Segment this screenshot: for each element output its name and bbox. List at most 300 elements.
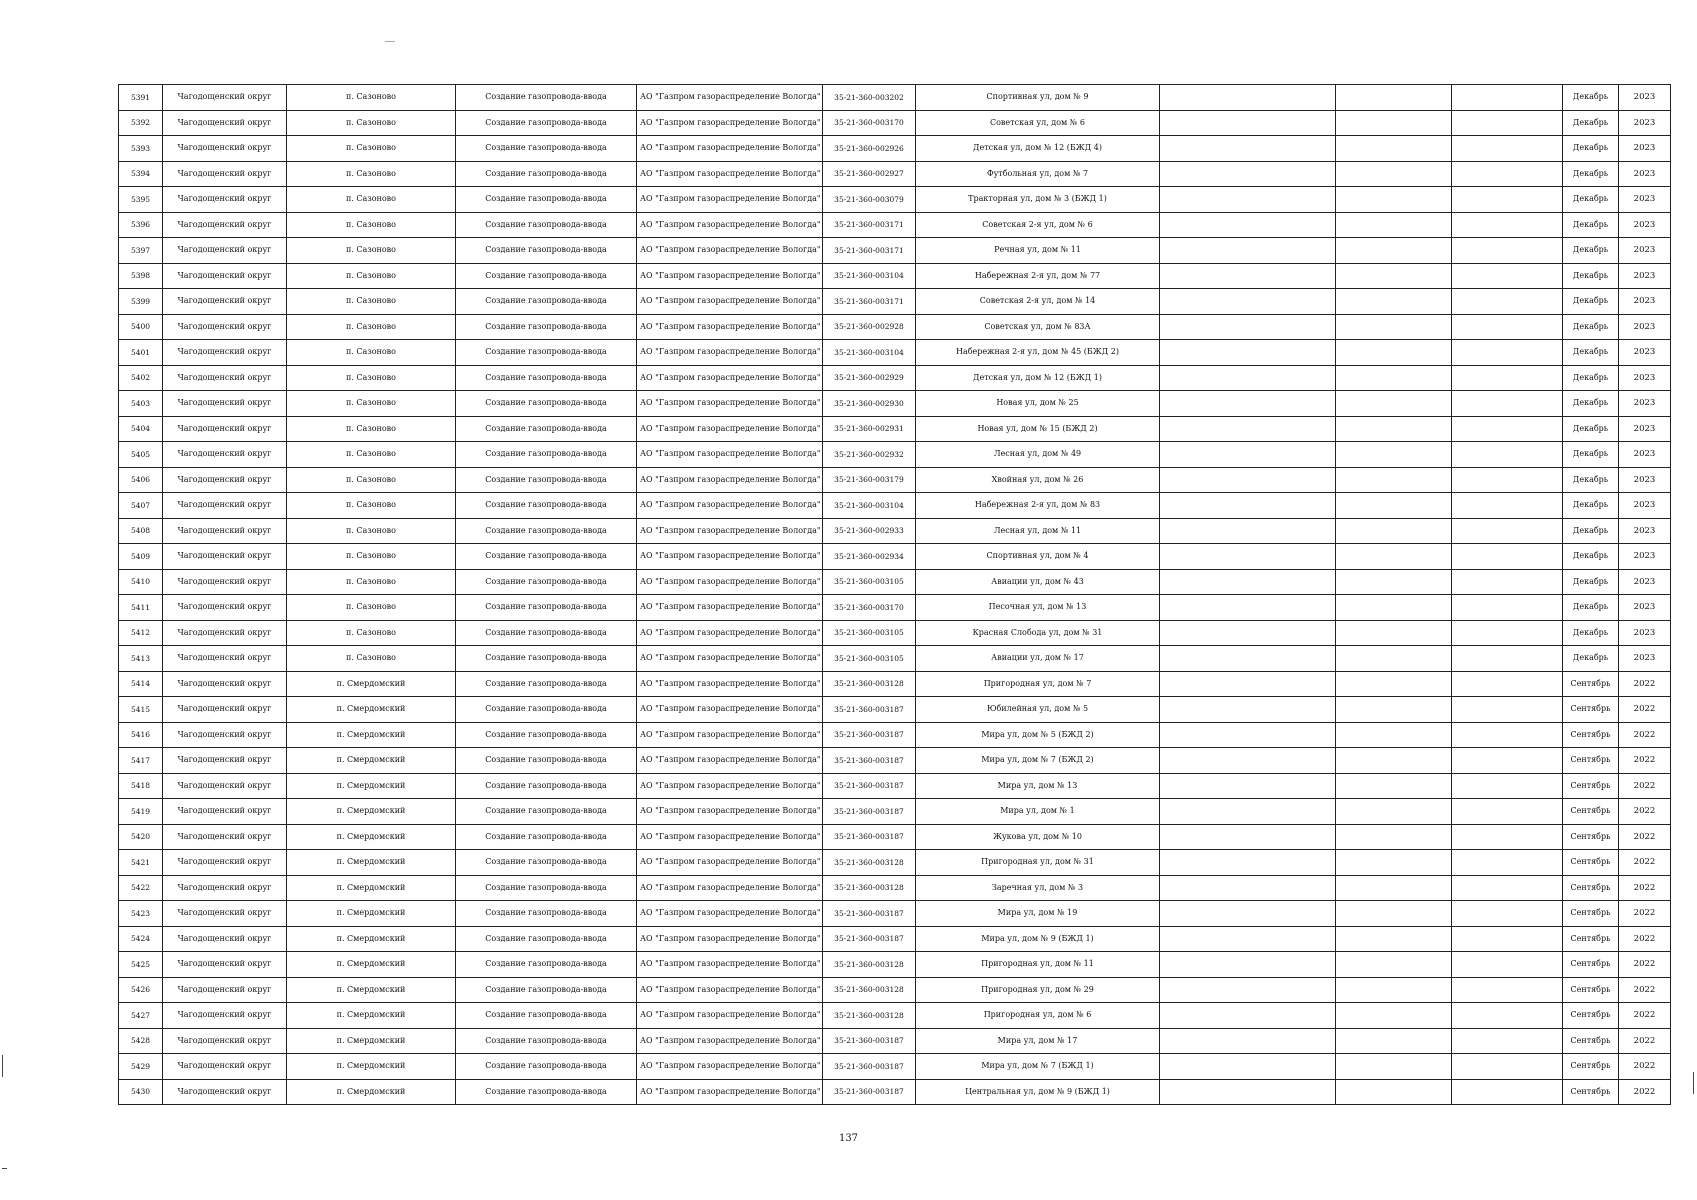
column-9-cell	[1336, 212, 1452, 238]
year-cell: 2022	[1619, 824, 1671, 850]
column-10-cell	[1452, 442, 1563, 468]
column-9-cell	[1336, 697, 1452, 723]
scan-artifact	[385, 41, 395, 42]
cadastral-number-cell: 35-21-360-003170	[823, 595, 916, 621]
row-number-cell: 5403	[119, 391, 163, 417]
column-10-cell	[1452, 289, 1563, 315]
column-10-cell	[1452, 1079, 1563, 1105]
municipal-district-cell: Чагодощенский округ	[163, 773, 287, 799]
settlement-cell: п. Сазоново	[287, 212, 456, 238]
organization-cell: АО "Газпром газораспределение Вологда"	[637, 1054, 823, 1080]
settlement-cell: п. Смердомский	[287, 1028, 456, 1054]
address-cell: Мира ул, дом № 17	[916, 1028, 1160, 1054]
organization-cell: АО "Газпром газораспределение Вологда"	[637, 365, 823, 391]
settlement-cell: п. Сазоново	[287, 110, 456, 136]
table-row	[119, 722, 1671, 748]
year-cell: 2023	[1619, 391, 1671, 417]
column-10-cell	[1452, 773, 1563, 799]
table-row	[119, 595, 1671, 621]
settlement-cell: п. Сазоново	[287, 314, 456, 340]
column-9-cell	[1336, 187, 1452, 213]
organization-cell: АО "Газпром газораспределение Вологда"	[637, 1028, 823, 1054]
column-10-cell	[1452, 1054, 1563, 1080]
month-cell: Сентябрь	[1563, 1054, 1619, 1080]
organization-cell: АО "Газпром газораспределение Вологда"	[637, 187, 823, 213]
organization-cell: АО "Газпром газораспределение Вологда"	[637, 748, 823, 774]
year-cell: 2023	[1619, 365, 1671, 391]
organization-cell: АО "Газпром газораспределение Вологда"	[637, 569, 823, 595]
organization-cell: АО "Газпром газораспределение Вологда"	[637, 136, 823, 162]
cadastral-number-cell: 35-21-360-003128	[823, 952, 916, 978]
row-number-cell: 5426	[119, 977, 163, 1003]
organization-cell: АО "Газпром газораспределение Вологда"	[637, 212, 823, 238]
row-number-cell: 5421	[119, 850, 163, 876]
column-10-cell	[1452, 340, 1563, 366]
settlement-cell: п. Смердомский	[287, 850, 456, 876]
settlement-cell: п. Смердомский	[287, 722, 456, 748]
year-cell: 2023	[1619, 569, 1671, 595]
municipal-district-cell: Чагодощенский округ	[163, 340, 287, 366]
organization-cell: АО "Газпром газораспределение Вологда"	[637, 799, 823, 825]
row-number-cell: 5393	[119, 136, 163, 162]
work-type-cell: Создание газопровода-ввода	[456, 467, 637, 493]
table-row	[119, 1003, 1671, 1029]
cadastral-number-cell: 35-21-360-002928	[823, 314, 916, 340]
column-8-cell	[1160, 238, 1336, 264]
column-9-cell	[1336, 1028, 1452, 1054]
month-cell: Сентябрь	[1563, 1028, 1619, 1054]
column-9-cell	[1336, 391, 1452, 417]
table-row	[119, 773, 1671, 799]
column-8-cell	[1160, 85, 1336, 111]
address-cell: Советская 2-я ул, дом № 6	[916, 212, 1160, 238]
column-10-cell	[1452, 977, 1563, 1003]
year-cell: 2023	[1619, 85, 1671, 111]
column-8-cell	[1160, 518, 1336, 544]
month-cell: Декабрь	[1563, 136, 1619, 162]
organization-cell: АО "Газпром газораспределение Вологда"	[637, 671, 823, 697]
work-type-cell: Создание газопровода-ввода	[456, 289, 637, 315]
organization-cell: АО "Газпром газораспределение Вологда"	[637, 824, 823, 850]
organization-cell: АО "Газпром газораспределение Вологда"	[637, 620, 823, 646]
work-type-cell: Создание газопровода-ввода	[456, 314, 637, 340]
table-row	[119, 187, 1671, 213]
settlement-cell: п. Сазоново	[287, 595, 456, 621]
column-10-cell	[1452, 722, 1563, 748]
address-cell: Спортивная ул, дом № 9	[916, 85, 1160, 111]
cadastral-number-cell: 35-21-360-003170	[823, 110, 916, 136]
column-9-cell	[1336, 748, 1452, 774]
column-9-cell	[1336, 263, 1452, 289]
work-type-cell: Создание газопровода-ввода	[456, 391, 637, 417]
year-cell: 2023	[1619, 238, 1671, 264]
settlement-cell: п. Смердомский	[287, 824, 456, 850]
organization-cell: АО "Газпром газораспределение Вологда"	[637, 595, 823, 621]
year-cell: 2022	[1619, 1028, 1671, 1054]
cadastral-number-cell: 35-21-360-002934	[823, 544, 916, 570]
address-cell: Лесная ул, дом № 11	[916, 518, 1160, 544]
row-number-cell: 5427	[119, 1003, 163, 1029]
month-cell: Сентябрь	[1563, 952, 1619, 978]
cadastral-number-cell: 35-21-360-003128	[823, 977, 916, 1003]
settlement-cell: п. Смердомский	[287, 901, 456, 927]
address-cell: Советская ул, дом № 83А	[916, 314, 1160, 340]
work-type-cell: Создание газопровода-ввода	[456, 518, 637, 544]
month-cell: Декабрь	[1563, 314, 1619, 340]
year-cell: 2023	[1619, 416, 1671, 442]
address-cell: Набережная 2-я ул, дом № 45 (БЖД 2)	[916, 340, 1160, 366]
page-number: 137	[838, 1133, 859, 1144]
settlement-cell: п. Смердомский	[287, 773, 456, 799]
cadastral-number-cell: 35-21-360-003187	[823, 773, 916, 799]
year-cell: 2023	[1619, 442, 1671, 468]
settlement-cell: п. Смердомский	[287, 799, 456, 825]
settlement-cell: п. Смердомский	[287, 926, 456, 952]
work-type-cell: Создание газопровода-ввода	[456, 875, 637, 901]
year-cell: 2023	[1619, 263, 1671, 289]
row-number-cell: 5398	[119, 263, 163, 289]
column-9-cell	[1336, 901, 1452, 927]
table-row	[119, 493, 1671, 519]
column-8-cell	[1160, 161, 1336, 187]
cadastral-number-cell: 35-21-360-003202	[823, 85, 916, 111]
table-row	[119, 416, 1671, 442]
address-cell: Советская 2-я ул, дом № 14	[916, 289, 1160, 315]
column-10-cell	[1452, 136, 1563, 162]
column-10-cell	[1452, 518, 1563, 544]
work-type-cell: Создание газопровода-ввода	[456, 85, 637, 111]
column-9-cell	[1336, 416, 1452, 442]
column-8-cell	[1160, 875, 1336, 901]
row-number-cell: 5394	[119, 161, 163, 187]
work-type-cell: Создание газопровода-ввода	[456, 340, 637, 366]
address-cell: Красная Слобода ул, дом № 31	[916, 620, 1160, 646]
work-type-cell: Создание газопровода-ввода	[456, 952, 637, 978]
month-cell: Сентябрь	[1563, 977, 1619, 1003]
month-cell: Сентябрь	[1563, 926, 1619, 952]
work-type-cell: Создание газопровода-ввода	[456, 569, 637, 595]
settlement-cell: п. Сазоново	[287, 340, 456, 366]
column-10-cell	[1452, 620, 1563, 646]
cadastral-number-cell: 35-21-360-003128	[823, 671, 916, 697]
organization-cell: АО "Газпром газораспределение Вологда"	[637, 875, 823, 901]
month-cell: Декабрь	[1563, 85, 1619, 111]
column-8-cell	[1160, 773, 1336, 799]
settlement-cell: п. Смердомский	[287, 1079, 456, 1105]
table-row	[119, 850, 1671, 876]
column-10-cell	[1452, 493, 1563, 519]
column-10-cell	[1452, 850, 1563, 876]
address-cell: Жукова ул, дом № 10	[916, 824, 1160, 850]
year-cell: 2022	[1619, 901, 1671, 927]
column-10-cell	[1452, 671, 1563, 697]
settlement-cell: п. Сазоново	[287, 391, 456, 417]
row-number-cell: 5406	[119, 467, 163, 493]
column-8-cell	[1160, 671, 1336, 697]
column-10-cell	[1452, 391, 1563, 417]
table-row	[119, 391, 1671, 417]
settlement-cell: п. Смердомский	[287, 1054, 456, 1080]
row-number-cell: 5409	[119, 544, 163, 570]
table-row	[119, 442, 1671, 468]
column-10-cell	[1452, 646, 1563, 672]
column-9-cell	[1336, 518, 1452, 544]
column-9-cell	[1336, 1003, 1452, 1029]
row-number-cell: 5414	[119, 671, 163, 697]
column-9-cell	[1336, 85, 1452, 111]
row-number-cell: 5425	[119, 952, 163, 978]
table-row	[119, 263, 1671, 289]
settlement-cell: п. Сазоново	[287, 365, 456, 391]
column-9-cell	[1336, 544, 1452, 570]
municipal-district-cell: Чагодощенский округ	[163, 442, 287, 468]
municipal-district-cell: Чагодощенский округ	[163, 365, 287, 391]
row-number-cell: 5416	[119, 722, 163, 748]
row-number-cell: 5420	[119, 824, 163, 850]
row-number-cell: 5407	[119, 493, 163, 519]
month-cell: Декабрь	[1563, 365, 1619, 391]
column-10-cell	[1452, 824, 1563, 850]
row-number-cell: 5397	[119, 238, 163, 264]
municipal-district-cell: Чагодощенский округ	[163, 1003, 287, 1029]
work-type-cell: Создание газопровода-ввода	[456, 901, 637, 927]
cadastral-number-cell: 35-21-360-003128	[823, 850, 916, 876]
column-9-cell	[1336, 824, 1452, 850]
organization-cell: АО "Газпром газораспределение Вологда"	[637, 238, 823, 264]
column-9-cell	[1336, 799, 1452, 825]
settlement-cell: п. Сазоново	[287, 646, 456, 672]
table-row	[119, 1054, 1671, 1080]
organization-cell: АО "Газпром газораспределение Вологда"	[637, 314, 823, 340]
work-type-cell: Создание газопровода-ввода	[456, 824, 637, 850]
column-9-cell	[1336, 646, 1452, 672]
table-row	[119, 926, 1671, 952]
year-cell: 2023	[1619, 340, 1671, 366]
organization-cell: АО "Газпром газораспределение Вологда"	[637, 289, 823, 315]
organization-cell: АО "Газпром газораспределение Вологда"	[637, 850, 823, 876]
month-cell: Декабрь	[1563, 212, 1619, 238]
year-cell: 2023	[1619, 289, 1671, 315]
organization-cell: АО "Газпром газораспределение Вологда"	[637, 442, 823, 468]
month-cell: Сентябрь	[1563, 773, 1619, 799]
work-type-cell: Создание газопровода-ввода	[456, 136, 637, 162]
work-type-cell: Создание газопровода-ввода	[456, 799, 637, 825]
column-8-cell	[1160, 136, 1336, 162]
column-9-cell	[1336, 671, 1452, 697]
cadastral-number-cell: 35-21-360-003105	[823, 646, 916, 672]
year-cell: 2022	[1619, 697, 1671, 723]
cadastral-number-cell: 35-21-360-003187	[823, 1079, 916, 1105]
address-cell: Мира ул, дом № 5 (БЖД 2)	[916, 722, 1160, 748]
table-row	[119, 518, 1671, 544]
column-8-cell	[1160, 1054, 1336, 1080]
column-10-cell	[1452, 314, 1563, 340]
cadastral-number-cell: 35-21-360-002931	[823, 416, 916, 442]
scan-corner-mark	[2, 1168, 7, 1169]
column-10-cell	[1452, 569, 1563, 595]
address-cell: Пригородная ул, дом № 31	[916, 850, 1160, 876]
column-10-cell	[1452, 748, 1563, 774]
address-cell: Заречная ул, дом № 3	[916, 875, 1160, 901]
column-9-cell	[1336, 875, 1452, 901]
column-8-cell	[1160, 187, 1336, 213]
row-number-cell: 5401	[119, 340, 163, 366]
column-9-cell	[1336, 977, 1452, 1003]
organization-cell: АО "Газпром газораспределение Вологда"	[637, 722, 823, 748]
municipal-district-cell: Чагодощенский округ	[163, 722, 287, 748]
column-10-cell	[1452, 799, 1563, 825]
column-9-cell	[1336, 314, 1452, 340]
table-row	[119, 467, 1671, 493]
column-10-cell	[1452, 85, 1563, 111]
cadastral-number-cell: 35-21-360-003187	[823, 926, 916, 952]
address-cell: Мира ул, дом № 19	[916, 901, 1160, 927]
column-10-cell	[1452, 467, 1563, 493]
municipal-district-cell: Чагодощенский округ	[163, 85, 287, 111]
cadastral-number-cell: 35-21-360-003171	[823, 238, 916, 264]
table-row	[119, 238, 1671, 264]
address-cell: Мира ул, дом № 7 (БЖД 1)	[916, 1054, 1160, 1080]
settlement-cell: п. Сазоново	[287, 569, 456, 595]
cadastral-number-cell: 35-21-360-003128	[823, 875, 916, 901]
address-cell: Пригородная ул, дом № 6	[916, 1003, 1160, 1029]
settlement-cell: п. Сазоново	[287, 442, 456, 468]
column-9-cell	[1336, 289, 1452, 315]
municipal-district-cell: Чагодощенский округ	[163, 187, 287, 213]
municipal-district-cell: Чагодощенский округ	[163, 824, 287, 850]
municipal-district-cell: Чагодощенский округ	[163, 875, 287, 901]
table-row	[119, 136, 1671, 162]
work-type-cell: Создание газопровода-ввода	[456, 1079, 637, 1105]
municipal-district-cell: Чагодощенский округ	[163, 263, 287, 289]
column-10-cell	[1452, 1028, 1563, 1054]
address-cell: Спортивная ул, дом № 4	[916, 544, 1160, 570]
organization-cell: АО "Газпром газораспределение Вологда"	[637, 646, 823, 672]
cadastral-number-cell: 35-21-360-003187	[823, 824, 916, 850]
month-cell: Сентябрь	[1563, 722, 1619, 748]
table-row	[119, 748, 1671, 774]
municipal-district-cell: Чагодощенский округ	[163, 314, 287, 340]
organization-cell: АО "Газпром газораспределение Вологда"	[637, 416, 823, 442]
organization-cell: АО "Газпром газораспределение Вологда"	[637, 773, 823, 799]
row-number-cell: 5422	[119, 875, 163, 901]
column-9-cell	[1336, 850, 1452, 876]
month-cell: Декабрь	[1563, 442, 1619, 468]
work-type-cell: Создание газопровода-ввода	[456, 1003, 637, 1029]
column-10-cell	[1452, 875, 1563, 901]
address-cell: Хвойная ул, дом № 26	[916, 467, 1160, 493]
work-type-cell: Создание газопровода-ввода	[456, 671, 637, 697]
cadastral-number-cell: 35-21-360-003104	[823, 340, 916, 366]
settlement-cell: п. Смердомский	[287, 977, 456, 1003]
municipal-district-cell: Чагодощенский округ	[163, 799, 287, 825]
cadastral-number-cell: 35-21-360-002933	[823, 518, 916, 544]
column-8-cell	[1160, 926, 1336, 952]
work-type-cell: Создание газопровода-ввода	[456, 212, 637, 238]
municipal-district-cell: Чагодощенский округ	[163, 544, 287, 570]
address-cell: Центральная ул, дом № 9 (БЖД 1)	[916, 1079, 1160, 1105]
municipal-district-cell: Чагодощенский округ	[163, 595, 287, 621]
month-cell: Декабрь	[1563, 646, 1619, 672]
address-cell: Лесная ул, дом № 49	[916, 442, 1160, 468]
column-9-cell	[1336, 926, 1452, 952]
row-number-cell: 5396	[119, 212, 163, 238]
organization-cell: АО "Газпром газораспределение Вологда"	[637, 1003, 823, 1029]
settlement-cell: п. Смердомский	[287, 697, 456, 723]
year-cell: 2022	[1619, 977, 1671, 1003]
column-8-cell	[1160, 365, 1336, 391]
address-cell: Мира ул, дом № 1	[916, 799, 1160, 825]
work-type-cell: Создание газопровода-ввода	[456, 238, 637, 264]
column-8-cell	[1160, 646, 1336, 672]
address-cell: Юбилейная ул, дом № 5	[916, 697, 1160, 723]
column-9-cell	[1336, 442, 1452, 468]
cadastral-number-cell: 35-21-360-003187	[823, 722, 916, 748]
address-cell: Мира ул, дом № 7 (БЖД 2)	[916, 748, 1160, 774]
organization-cell: АО "Газпром газораспределение Вологда"	[637, 1079, 823, 1105]
year-cell: 2023	[1619, 212, 1671, 238]
column-9-cell	[1336, 161, 1452, 187]
column-8-cell	[1160, 569, 1336, 595]
column-10-cell	[1452, 952, 1563, 978]
column-10-cell	[1452, 1003, 1563, 1029]
year-cell: 2023	[1619, 110, 1671, 136]
month-cell: Сентябрь	[1563, 799, 1619, 825]
cadastral-number-cell: 35-21-360-003187	[823, 799, 916, 825]
cadastral-number-cell: 35-21-360-003171	[823, 212, 916, 238]
column-10-cell	[1452, 365, 1563, 391]
work-type-cell: Создание газопровода-ввода	[456, 620, 637, 646]
municipal-district-cell: Чагодощенский округ	[163, 620, 287, 646]
cadastral-number-cell: 35-21-360-003171	[823, 289, 916, 315]
column-8-cell	[1160, 212, 1336, 238]
year-cell: 2022	[1619, 850, 1671, 876]
column-8-cell	[1160, 620, 1336, 646]
cadastral-number-cell: 35-21-360-003179	[823, 467, 916, 493]
cadastral-number-cell: 35-21-360-003079	[823, 187, 916, 213]
row-number-cell: 5410	[119, 569, 163, 595]
column-10-cell	[1452, 416, 1563, 442]
cadastral-number-cell: 35-21-360-003187	[823, 1054, 916, 1080]
table-row	[119, 340, 1671, 366]
column-8-cell	[1160, 952, 1336, 978]
work-type-cell: Создание газопровода-ввода	[456, 1054, 637, 1080]
column-8-cell	[1160, 697, 1336, 723]
table-row	[119, 110, 1671, 136]
year-cell: 2022	[1619, 875, 1671, 901]
column-10-cell	[1452, 595, 1563, 621]
column-9-cell	[1336, 1054, 1452, 1080]
cadastral-number-cell: 35-21-360-002932	[823, 442, 916, 468]
cadastral-number-cell: 35-21-360-003104	[823, 263, 916, 289]
organization-cell: АО "Газпром газораспределение Вологда"	[637, 901, 823, 927]
municipal-district-cell: Чагодощенский округ	[163, 1079, 287, 1105]
address-cell: Мира ул, дом № 13	[916, 773, 1160, 799]
address-cell: Речная ул, дом № 11	[916, 238, 1160, 264]
scan-edge-mark-right	[1693, 1072, 1694, 1094]
table-row	[119, 952, 1671, 978]
municipal-district-cell: Чагодощенский округ	[163, 646, 287, 672]
month-cell: Декабрь	[1563, 161, 1619, 187]
table-row	[119, 1028, 1671, 1054]
row-number-cell: 5429	[119, 1054, 163, 1080]
month-cell: Сентябрь	[1563, 1079, 1619, 1105]
month-cell: Декабрь	[1563, 289, 1619, 315]
municipal-district-cell: Чагодощенский округ	[163, 161, 287, 187]
column-10-cell	[1452, 187, 1563, 213]
month-cell: Декабрь	[1563, 238, 1619, 264]
municipal-district-cell: Чагодощенский округ	[163, 238, 287, 264]
